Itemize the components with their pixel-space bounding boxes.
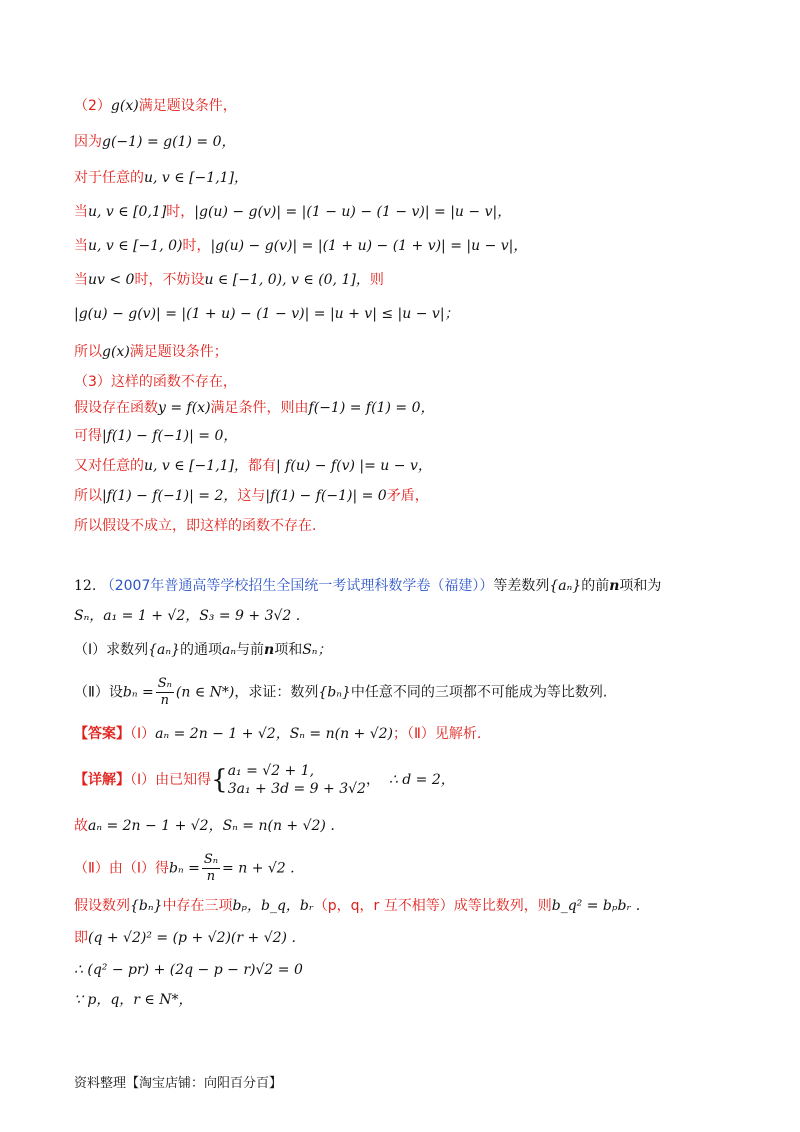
q12-eq1 bbox=[74, 928, 296, 948]
text: 可得 bbox=[74, 428, 102, 444]
part2-line2 bbox=[74, 132, 236, 152]
detail-tag: 【详解】 bbox=[74, 772, 130, 788]
text: 满足题设条件； bbox=[129, 344, 228, 360]
numerator: Sₙ bbox=[157, 676, 172, 691]
text: 这与 bbox=[237, 488, 266, 504]
math: uv < 0 bbox=[88, 272, 135, 288]
text: 满足条件，则由 bbox=[210, 400, 309, 416]
text: 的前 bbox=[581, 578, 610, 594]
q12-eq2 bbox=[74, 960, 303, 980]
text: 假设存在函数 bbox=[74, 400, 158, 416]
q12-stem-line1 bbox=[74, 576, 661, 596]
math: bₚ，b_q，bᵣ bbox=[232, 898, 314, 914]
text: 即 bbox=[74, 930, 88, 946]
math: | f(u) − f(v) |= u − v， bbox=[276, 458, 432, 474]
math: bₙ = bbox=[122, 684, 154, 701]
part2-text: 满足题设条件， bbox=[138, 98, 237, 114]
text: 假设数列 bbox=[74, 898, 130, 914]
math: {aₙ} bbox=[549, 578, 582, 594]
math: y = f(x) bbox=[158, 400, 211, 416]
part3-line1: （3）这样的函数不存在， bbox=[74, 374, 237, 390]
math: f(−1) = f(1) = 0， bbox=[308, 400, 435, 416]
text: 则 bbox=[369, 272, 384, 288]
part3-line2 bbox=[74, 398, 434, 418]
math: |f(1) − f(−1)| = 0 bbox=[265, 488, 387, 504]
text: 所以 bbox=[74, 344, 102, 360]
system-line-1: a₁ = √2 + 1, bbox=[227, 763, 315, 779]
question-source: （2007年普通高等学校招生全国统一考试理科数学卷（福建）） bbox=[100, 578, 494, 594]
q12-part1 bbox=[74, 640, 331, 660]
math: ∵ p，q，r ∈ N*， bbox=[74, 992, 193, 1008]
math: g(−1) = g(1) = 0， bbox=[102, 134, 236, 150]
q12-part2-solution bbox=[74, 852, 295, 885]
part2-line3 bbox=[74, 168, 248, 188]
q12-answer bbox=[74, 724, 481, 744]
text: （p，q，r 互不相等）成等比数列，则 bbox=[313, 898, 552, 914]
math-gx: g(x) bbox=[110, 98, 139, 114]
math: |f(1) − f(−1)| = 0， bbox=[102, 428, 238, 444]
part2-line4 bbox=[74, 202, 511, 222]
text: 又对任意的 bbox=[74, 458, 144, 474]
text: 所以 bbox=[74, 488, 102, 504]
math: (n ∈ N*) bbox=[175, 684, 235, 701]
math: Sₙ，a₁ = 1 + √2，S₃ = 9 + 3√2 . bbox=[74, 608, 301, 624]
math: Sₙ； bbox=[302, 642, 332, 658]
math: aₙ bbox=[221, 642, 237, 658]
math: g(x) bbox=[102, 344, 130, 360]
math: b_q² = bₚbᵣ . bbox=[551, 898, 641, 914]
part2-line8 bbox=[74, 342, 228, 362]
q12-stem-line2 bbox=[74, 606, 300, 626]
math: u, v ∈ [−1, 0) bbox=[88, 238, 183, 254]
text: （Ⅱ）由（Ⅰ）得 bbox=[74, 860, 170, 877]
text: 中存在三项 bbox=[162, 898, 233, 914]
text: 与前 bbox=[236, 642, 265, 658]
math: ∴ (q² − pr) + (2q − p − r)√2 = 0 bbox=[74, 962, 303, 978]
part2-line5 bbox=[74, 236, 527, 256]
text: 等差数列 bbox=[493, 578, 550, 594]
math: n bbox=[264, 642, 275, 658]
text: 都有 bbox=[248, 458, 277, 474]
denominator: n bbox=[160, 693, 169, 708]
brace: { bbox=[211, 765, 228, 795]
numerator: Sₙ bbox=[203, 852, 219, 867]
text: 中任意不同的三项都不可能成为等比数列. bbox=[350, 684, 608, 701]
text: （Ⅰ）由已知得 bbox=[130, 772, 212, 788]
q12-detail bbox=[74, 762, 455, 798]
q12-part2 bbox=[74, 676, 607, 709]
math: u, v ∈ [−1,1]， bbox=[144, 170, 249, 186]
math: {bₙ} bbox=[130, 898, 163, 914]
equation-system bbox=[228, 762, 366, 798]
text: 故 bbox=[74, 818, 88, 834]
part2-label: （2） bbox=[74, 98, 111, 114]
math: ∴ d = 2， bbox=[388, 772, 455, 788]
text: （Ⅱ）设 bbox=[74, 684, 123, 701]
math: u, v ∈ [0,1] bbox=[88, 204, 167, 220]
math: |g(u) − g(v)| = |(1 + u) − (1 − v)| = |u + v| ≤ |u − v|； bbox=[74, 306, 459, 322]
math: bₙ = bbox=[169, 860, 200, 877]
math: aₙ = 2n − 1 + √2，Sₙ = n(n + √2) . bbox=[88, 818, 335, 834]
fraction bbox=[156, 676, 174, 709]
text: ；（Ⅱ）见解析. bbox=[393, 726, 482, 742]
text: 时，不妨设 bbox=[134, 272, 205, 288]
text: 项和为 bbox=[619, 578, 662, 594]
text: ，求证：数列 bbox=[234, 684, 319, 701]
q12-eq3 bbox=[74, 990, 193, 1010]
denominator: n bbox=[206, 869, 216, 884]
text: 当 bbox=[74, 204, 88, 220]
text: 当 bbox=[74, 272, 88, 288]
part2-line6 bbox=[74, 270, 384, 290]
part3-line6: 所以假设不成立，即这样的函数不存在. bbox=[74, 518, 317, 534]
text: 项和 bbox=[274, 642, 303, 658]
text: 时， bbox=[182, 238, 211, 254]
math: {aₙ} bbox=[148, 642, 180, 658]
part3-line3 bbox=[74, 426, 237, 446]
math: {bₙ} bbox=[318, 684, 351, 701]
q12-hence bbox=[74, 816, 335, 836]
page-footer: 资料整理【淘宝店铺：向阳百分百】 bbox=[74, 1076, 283, 1091]
math: |g(u) − g(v)| = |(1 − u) − (1 − v)| = |u − v|， bbox=[194, 204, 512, 220]
math: = n + √2 . bbox=[222, 860, 295, 877]
math: (q + √2)² = (p + √2)(r + √2) . bbox=[88, 930, 296, 946]
math: n bbox=[609, 578, 620, 594]
math: |f(1) − f(−1)| = 2， bbox=[102, 488, 238, 504]
part3-line5 bbox=[74, 486, 429, 506]
math: aₙ = 2n − 1 + √2，Sₙ = n(n + √2) bbox=[155, 726, 394, 742]
math: |g(u) − g(v)| = |(1 + u) − (1 + v)| = |u − v|， bbox=[210, 238, 528, 254]
math: u ∈ [−1, 0), v ∈ (0, 1]， bbox=[204, 272, 370, 288]
part2-line1 bbox=[74, 96, 237, 116]
question-number: 12. bbox=[74, 578, 97, 594]
math: u, v ∈ [−1,1]， bbox=[144, 458, 249, 474]
text: 因为 bbox=[74, 134, 102, 150]
text: 对于任意的 bbox=[74, 170, 144, 186]
text: 的通项 bbox=[179, 642, 222, 658]
fraction bbox=[202, 852, 220, 885]
text: 时， bbox=[166, 204, 195, 220]
text: （Ⅰ） bbox=[130, 726, 156, 742]
system-line-2: 3a₁ + 3d = 9 + 3√2 bbox=[227, 781, 366, 797]
text: 矛盾， bbox=[386, 488, 429, 504]
part3-line4 bbox=[74, 456, 432, 476]
text: ， bbox=[365, 772, 380, 788]
part2-line7 bbox=[74, 304, 459, 324]
answer-tag: 【答案】 bbox=[74, 726, 130, 742]
text: （Ⅰ）求数列 bbox=[74, 642, 149, 658]
q12-assume bbox=[74, 896, 640, 916]
text: 当 bbox=[74, 238, 88, 254]
